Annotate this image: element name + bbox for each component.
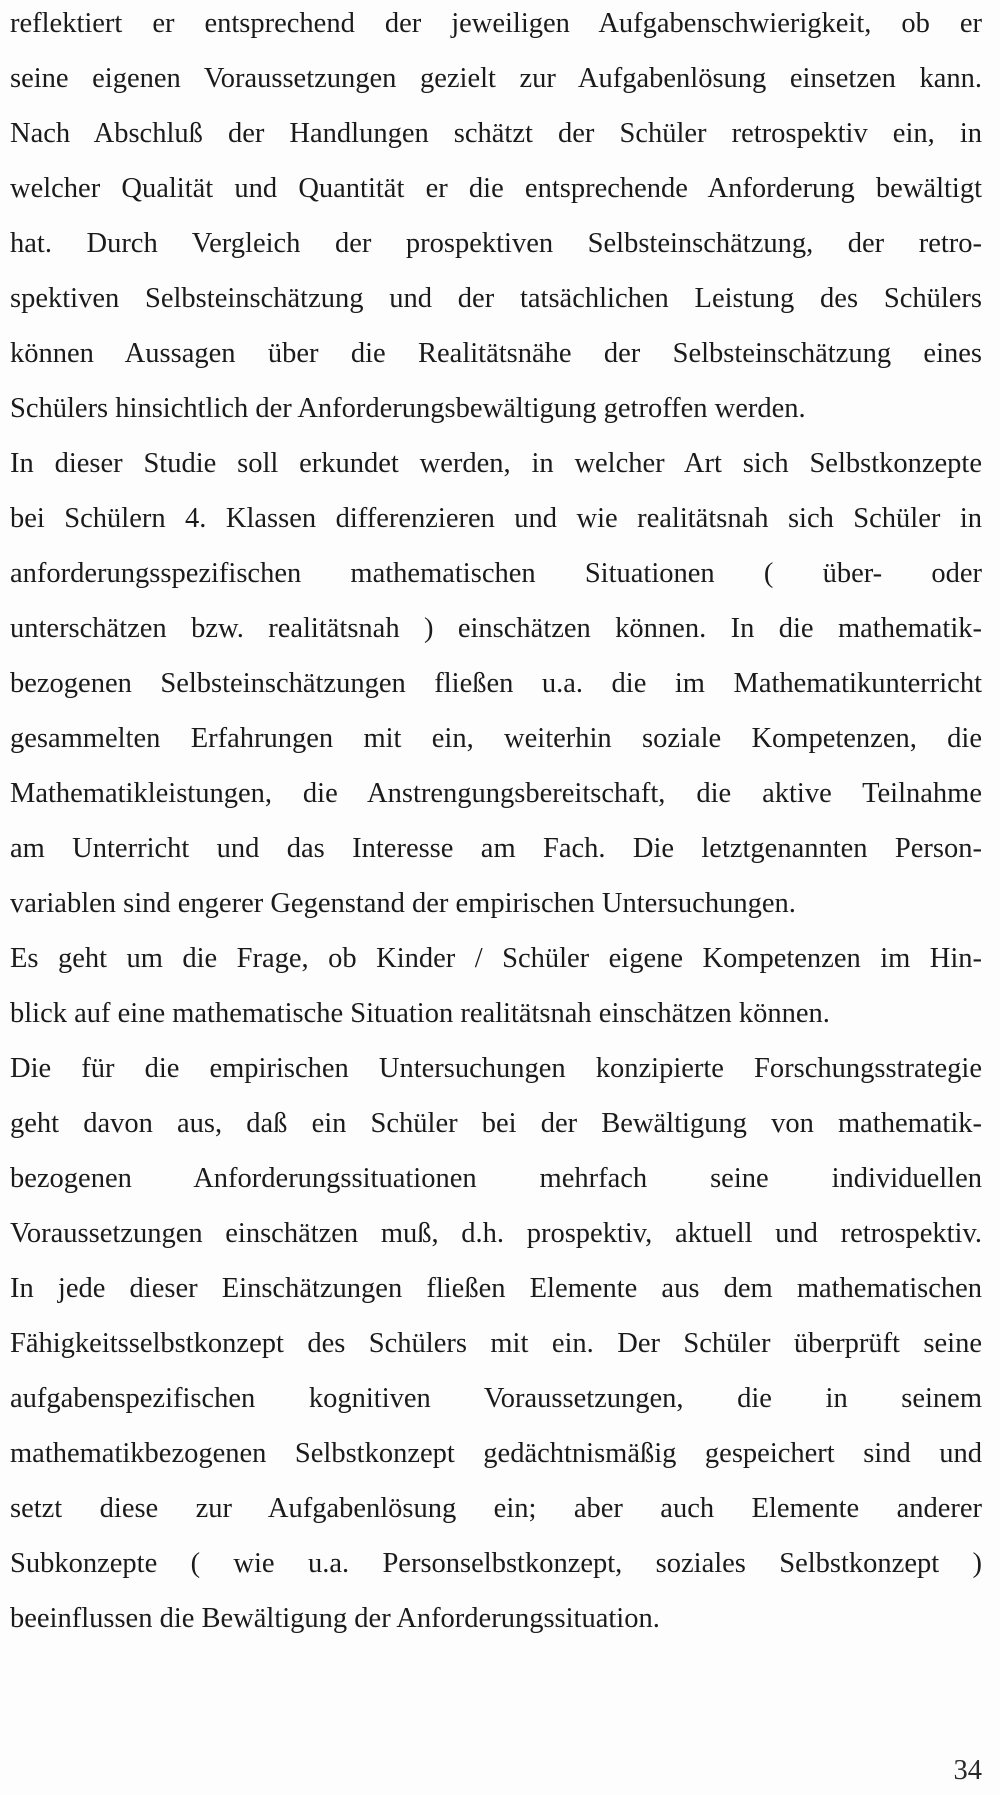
text-line: In dieser Studie soll erkundet werden, in welcher Art sich Selbstkonzepte [10, 448, 982, 479]
text-line: seine eigenen Voraussetzungen gezielt zur Aufgabenlösung einsetzen kann. [10, 63, 982, 94]
text-line: anforderungsspezifischen mathematischen Situationen ( über- oder [10, 558, 982, 589]
text-line: beeinflussen die Bewältigung der Anforderungssituation. [10, 1603, 660, 1634]
text-line: Fähigkeitsselbstkonzept des Schülers mit ein. Der Schüler überprüft seine [10, 1328, 982, 1359]
text-line: bezogenen Anforderungssituationen mehrfach seine individuellen [10, 1163, 982, 1194]
text-line: hat. Durch Vergleich der prospektiven Selbsteinschätzung, der retro- [10, 228, 982, 259]
text-line: setzt diese zur Aufgabenlösung ein; aber auch Elemente anderer [10, 1493, 982, 1524]
text-line: In jede dieser Einschätzungen fließen Elemente aus dem mathematischen [10, 1273, 982, 1304]
text-line: unterschätzen bzw. realitätsnah ) einschätzen können. In die mathematik- [10, 613, 982, 644]
text-line: bei Schülern 4. Klassen differenzieren und wie realitätsnah sich Schüler in [10, 503, 982, 534]
text-line: Voraussetzungen einschätzen muß, d.h. prospektiv, aktuell und retrospektiv. [10, 1218, 982, 1249]
text-line: bezogenen Selbsteinschätzungen fließen u.a. die im Mathematikunterricht [10, 668, 982, 699]
text-line: spektiven Selbsteinschätzung und der tatsächlichen Leistung des Schülers [10, 283, 982, 314]
text-line: am Unterricht und das Interesse am Fach. Die letztgenannten Person- [10, 833, 982, 864]
text-line: Die für die empirischen Untersuchungen konzipierte Forschungsstrategie [10, 1053, 982, 1084]
text-line: Subkonzepte ( wie u.a. Personselbstkonzept, soziales Selbstkonzept ) [10, 1548, 982, 1579]
text-line: Nach Abschluß der Handlungen schätzt der Schüler retrospektiv ein, in [10, 118, 982, 149]
text-line: welcher Qualität und Quantität er die entsprechende Anforderung bewältigt [10, 173, 982, 204]
text-line: geht davon aus, daß ein Schüler bei der Bewältigung von mathematik- [10, 1108, 982, 1139]
text-line: reflektiert er entsprechend der jeweiligen Aufgabenschwierigkeit, ob er [10, 8, 982, 39]
text-line: variablen sind engerer Gegenstand der empirischen Untersuchungen. [10, 888, 796, 919]
text-line: Mathematikleistungen, die Anstrengungsbereitschaft, die aktive Teilnahme [10, 778, 982, 809]
text-line: gesammelten Erfahrungen mit ein, weiterhin soziale Kompetenzen, die [10, 723, 982, 754]
text-line: aufgabenspezifischen kognitiven Voraussetzungen, die in seinem [10, 1383, 982, 1414]
text-line: mathematikbezogenen Selbstkonzept gedächtnismäßig gespeichert sind und [10, 1438, 982, 1469]
text-line: können Aussagen über die Realitätsnähe der Selbsteinschätzung eines [10, 338, 982, 369]
page-number: 34 [953, 1755, 982, 1786]
text-line: Es geht um die Frage, ob Kinder / Schüler eigene Kompetenzen im Hin- [10, 943, 982, 974]
text-line: blick auf eine mathematische Situation realitätsnah einschätzen können. [10, 998, 830, 1029]
text-line: Schülers hinsichtlich der Anforderungsbewältigung getroffen werden. [10, 393, 806, 424]
